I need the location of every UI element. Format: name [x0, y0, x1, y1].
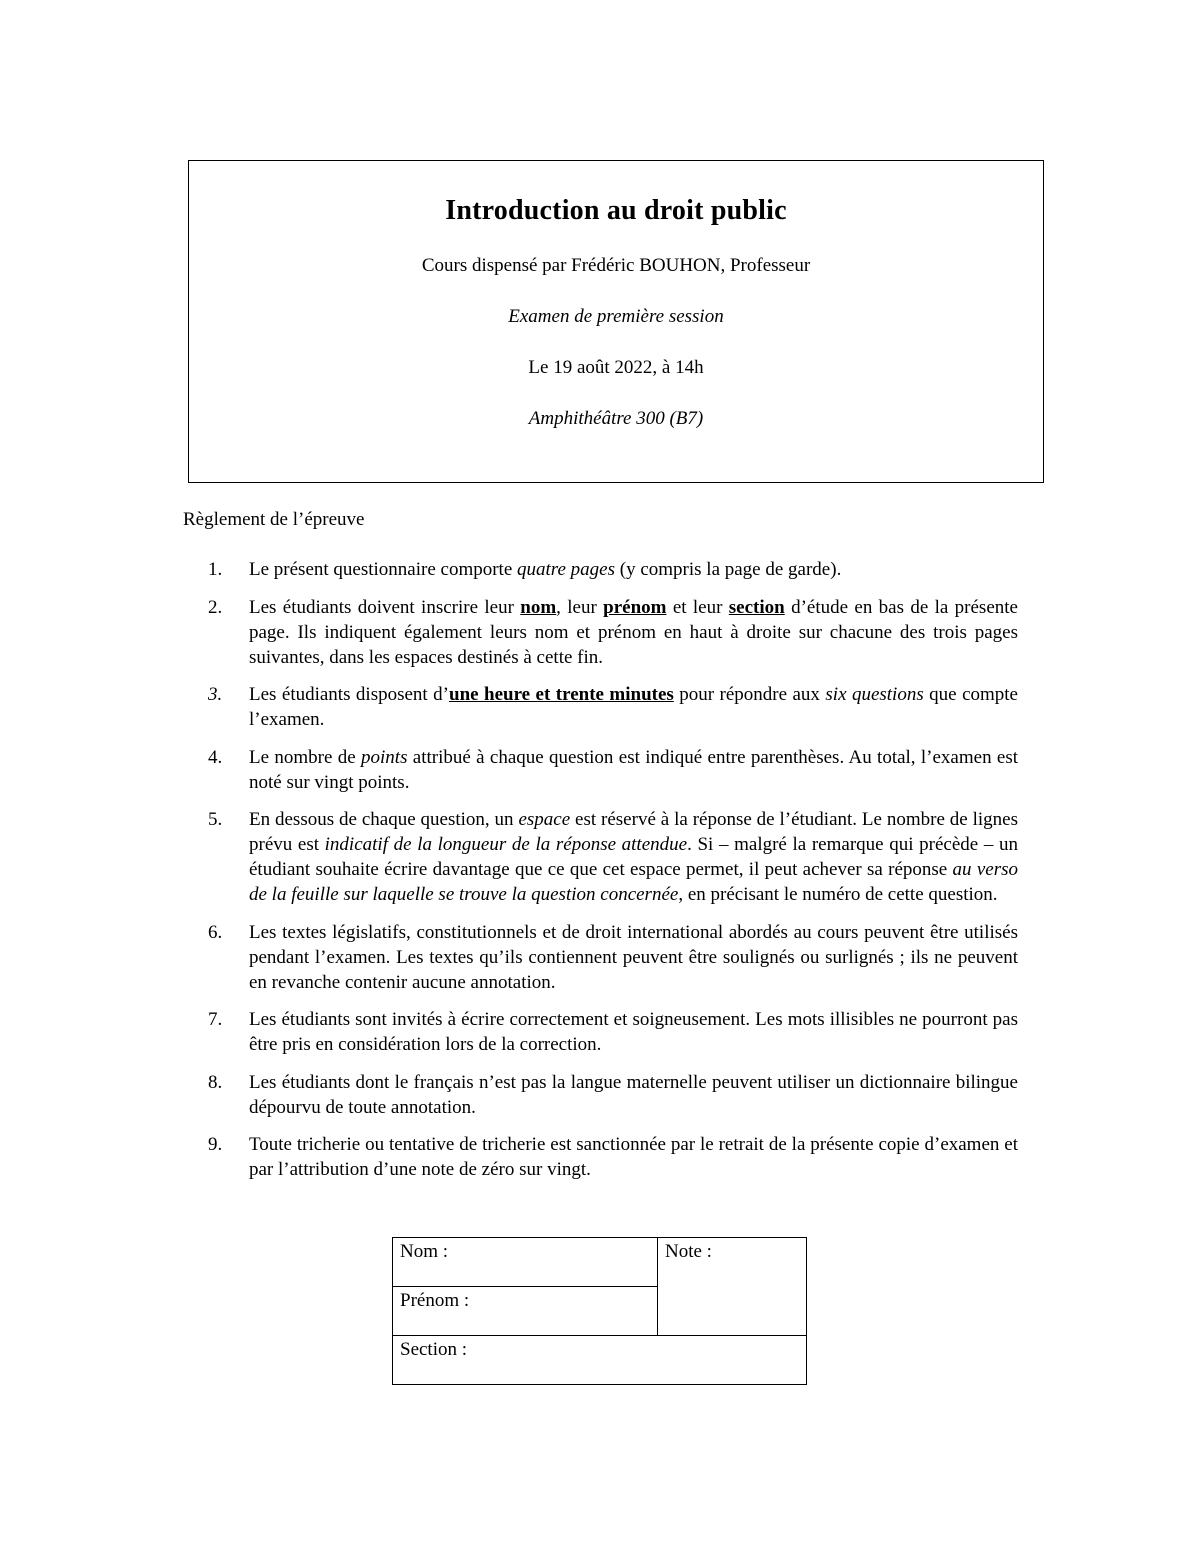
exam-session-line: Examen de première session — [508, 306, 724, 327]
rule-item: 4. Le nombre de points attribué à chaque question est indiqué entre parenthèses. Au total, l’examen est noté sur vingt points. — [208, 746, 1019, 793]
note-label: Note : — [665, 1241, 712, 1262]
rule-number: 2. — [208, 596, 223, 618]
rule-number: 4. — [208, 746, 223, 768]
note-field — [658, 1238, 807, 1336]
rule-number: 9. — [208, 1134, 223, 1155]
instructor-line: Cours dispensé par Frédéric BOUHON, Professeur — [421, 255, 811, 276]
rule-number: 5. — [208, 809, 223, 830]
section-label: Section : — [400, 1339, 468, 1360]
rule-item: 1. Le présent questionnaire comporte quatre pages (y compris la page de garde). — [208, 559, 842, 580]
course-title: Introduction au droit public — [445, 195, 787, 226]
rule-item: 9. Toute tricherie ou tentative de tricherie est sanctionnée par le retrait de la présente copie d’examen et par l’attribution d’une note de zéro sur vingt. — [208, 1134, 1018, 1180]
student-identification-table — [392, 1237, 807, 1385]
rule-item: 7. Les étudiants sont invités à écrire correctement et soigneusement. Les mots illisibles ne pourront pas être pris en considération lors de la correction. — [208, 1009, 1018, 1055]
rule-number: 1. — [208, 559, 223, 580]
rule-number: 7. — [208, 1009, 223, 1030]
emphasis-prenom: prénom — [603, 596, 667, 618]
rule-item: 2. Les étudiants doivent inscrire leur nom, leur prénom et leur section d’étude en bas de la présente page. Ils indiquent également leurs nom et prénom en haut à droite sur chacune des trois pages suivantes, dans les espaces destinés à cette fin. — [208, 596, 1018, 668]
firstname-field[interactable] — [393, 1287, 658, 1336]
emphasis-section: section — [728, 596, 785, 618]
name-field[interactable] — [393, 1238, 658, 1287]
rule-item: 5. En dessous de chaque question, un espace est réservé à la réponse de l’étudiant. Le nombre de lignes prévu est indicatif de la longueur de la réponse attendue. Si – malgré la remarque qui précède – un étudiant souhaite écrire davantage que ce que cet espace permet, il peut achever sa réponse au verso de la feuille sur laquelle se trouve la question concernée, en précisant le numéro de cette question. — [208, 809, 1019, 905]
rule-item: 8. Les étudiants dont le français n’est pas la langue maternelle peuvent utiliser un dictionnaire bilingue dépourvu de toute annotation. — [208, 1071, 1018, 1118]
exam-header-box — [188, 160, 1044, 483]
rule-number: 8. — [208, 1071, 223, 1093]
rule-item: 3. Les étudiants disposent d’une heure et trente minutes pour répondre aux six questions que compte l’examen. — [208, 684, 1018, 730]
emphasis-duration: une heure et trente minutes — [449, 684, 674, 705]
exam-date-line: Le 19 août 2022, à 14h — [528, 357, 704, 378]
exam-location-line: Amphithéâtre 300 (B7) — [528, 408, 704, 429]
rule-number: 6. — [208, 921, 223, 943]
firstname-label: Prénom : — [400, 1290, 470, 1311]
rule-number: 3. — [208, 684, 223, 705]
name-label: Nom : — [400, 1241, 449, 1262]
rule-item: 6. Les textes législatifs, constitutionnels et de droit international abordés au cours peuvent être utilisés pendant l’examen. Les textes qu’ils contiennent peuvent être soulignés ou surlignés ; ils ne peuvent en revanche contenir aucune annotation. — [208, 921, 1018, 993]
rules-list — [208, 557, 1018, 1195]
emphasis-nom: nom — [520, 596, 557, 618]
section-field[interactable] — [393, 1336, 807, 1385]
rules-heading: Règlement de l’épreuve — [183, 509, 365, 530]
